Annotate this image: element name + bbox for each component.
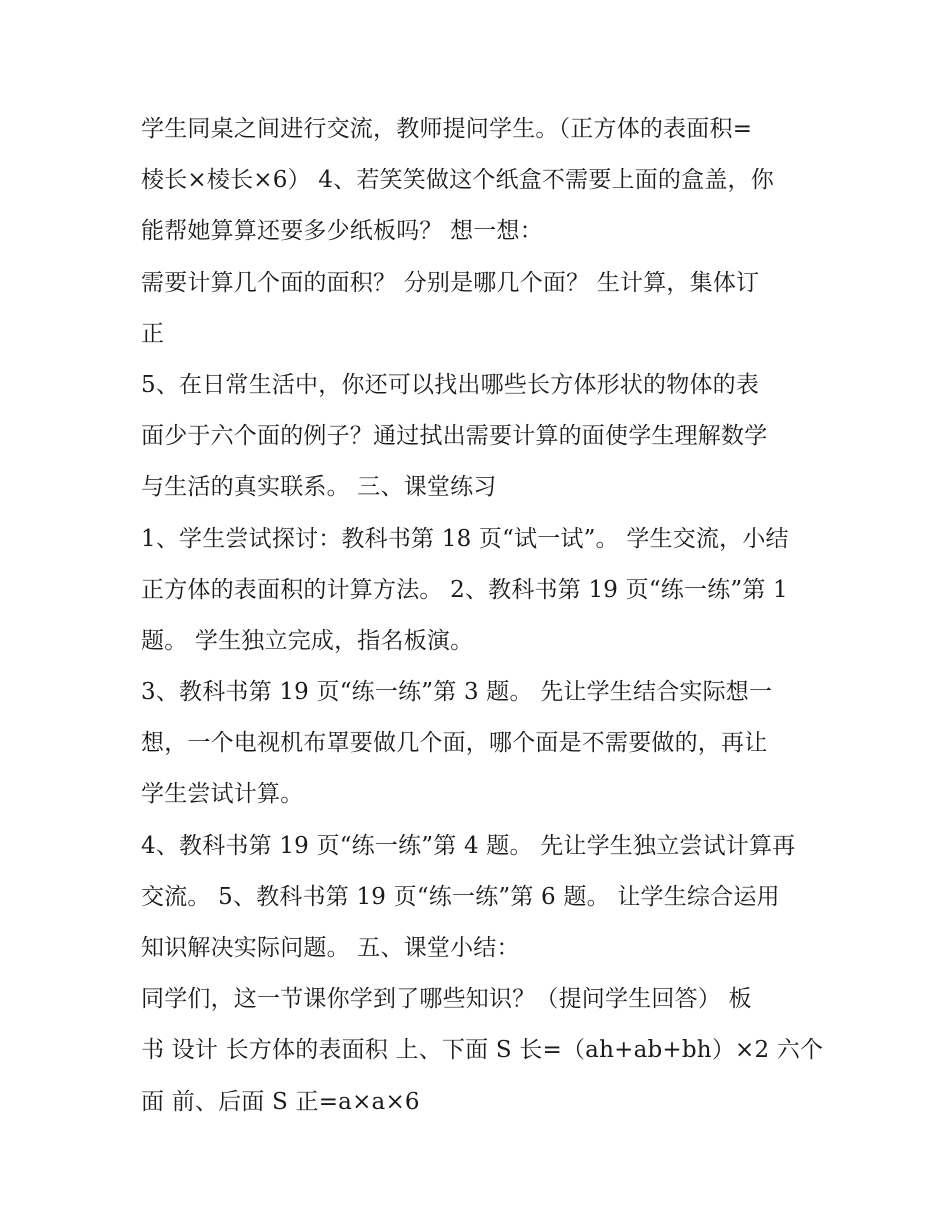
text-line: 面 前、后面 S 正=a×a×6	[141, 1088, 420, 1115]
text-line: 题。 学生独立完成，指名板演。	[141, 627, 474, 654]
text-line: 4、教科书第 19 页“练一练”第 4 题。 先让学生独立尝试计算再	[141, 832, 796, 859]
text-line: 1、学生尝试探讨：教科书第 18 页“试一试”。 学生交流，小结	[141, 525, 789, 552]
text-line: 正方体的表面积的计算方法。 2、教科书第 19 页“练一练”第 1	[141, 576, 788, 603]
document-body	[141, 104, 831, 1128]
text-line: 书 设计 长方体的表面积 上、下面 S 长=（ah+ab+bh）×2 六个	[141, 1037, 824, 1064]
text-line: 需要计算几个面的面积？ 分别是哪几个面？ 生计算，集体订	[141, 269, 760, 296]
text-line: 3、教科书第 19 页“练一练”第 3 题。 先让学生结合实际想一	[141, 679, 773, 706]
text-line: 5、在日常生活中，你还可以找出哪些长方体形状的物体的表	[141, 371, 760, 398]
text-line: 能帮她算算还要多少纸板吗？ 想一想：	[141, 218, 543, 245]
text-line: 正	[141, 320, 165, 347]
text-line: 棱长×棱长×6） 4、若笑笑做这个纸盒不需要上面的盒盖，你	[141, 167, 774, 194]
text-line: 交流。 5、教科书第 19 页“练一练”第 6 题。 让学生综合运用	[141, 883, 780, 910]
text-line: 学生同桌之间进行交流，教师提问学生。（正方体的表面积=	[141, 116, 753, 142]
text-line: 学生尝试计算。	[141, 781, 304, 808]
text-line: 同学们，这一节课你学到了哪些知识？（提问学生回答） 板	[141, 986, 752, 1013]
text-line: 面少于六个面的例子？通过拭出需要计算的面使学生理解数学	[141, 423, 768, 450]
text-line: 想，一个电视机布罩要做几个面，哪个面是不需要做的，再让	[141, 730, 768, 757]
text-line: 知识解决实际问题。 五、课堂小结：	[141, 935, 520, 961]
text-line: 与生活的真实联系。 三、课堂练习	[141, 474, 497, 501]
